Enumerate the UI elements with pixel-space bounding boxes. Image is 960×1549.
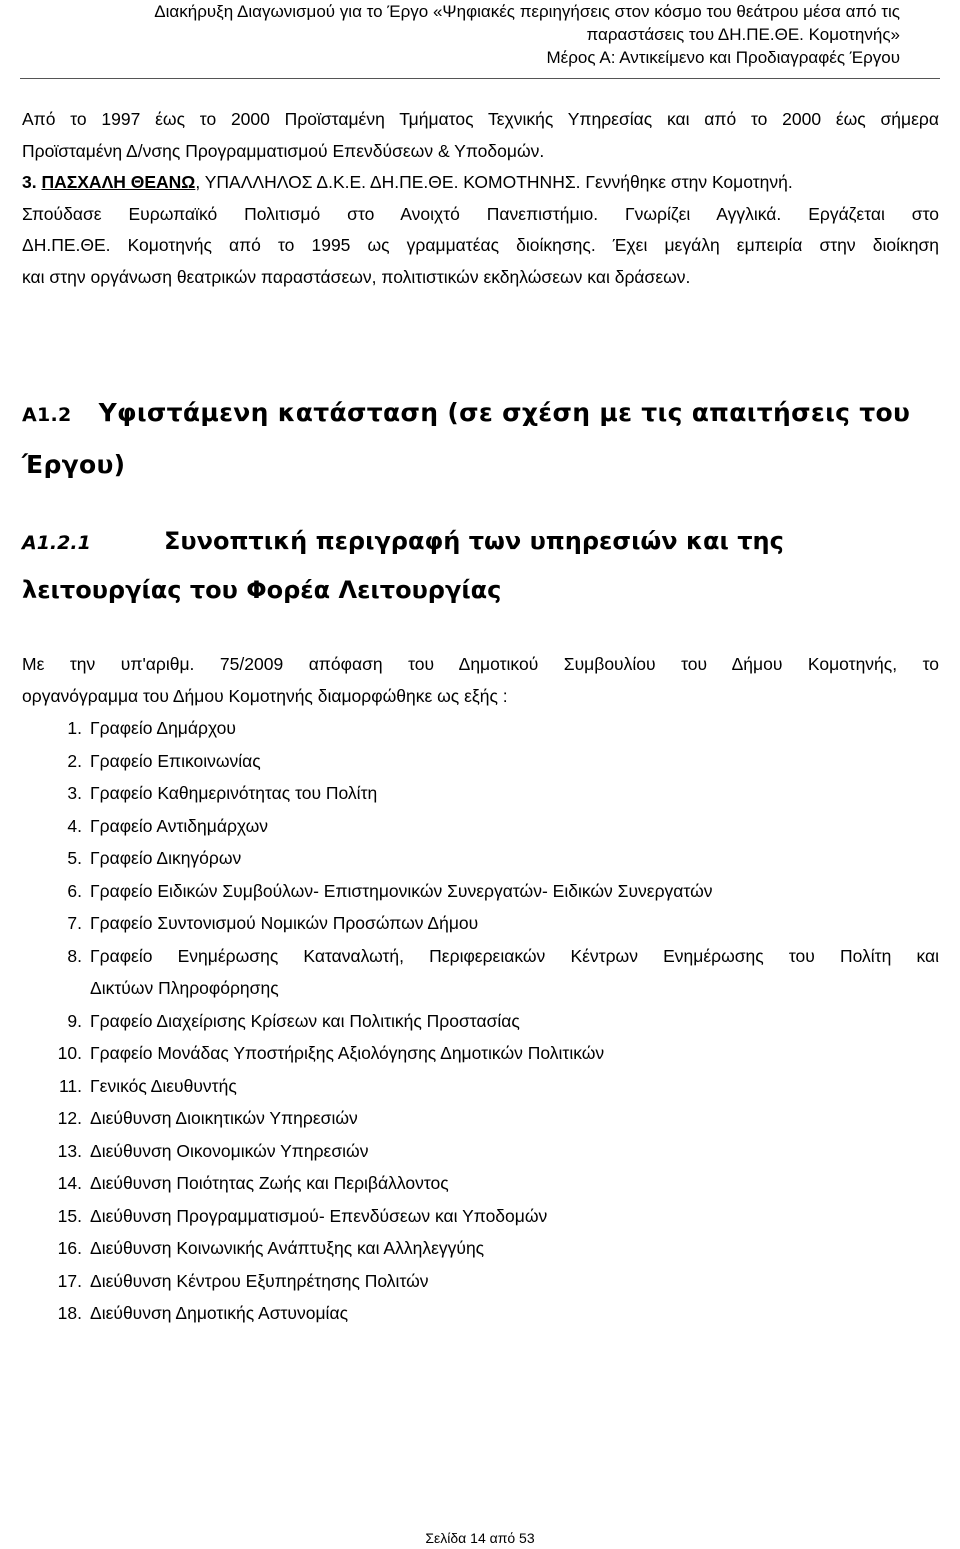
person-number: 3. <box>22 172 37 192</box>
organization-units-list <box>22 712 939 1330</box>
list-item-text: Διεύθυνση Οικονομικών Υπηρεσιών <box>90 1140 369 1161</box>
list-item <box>22 940 939 1005</box>
header-divider <box>20 78 940 79</box>
subsection-number: Α1.2.1 <box>22 532 91 554</box>
list-item-number: 2. <box>67 750 82 771</box>
list-item-text: Γραφείο Διαχείρισης Κρίσεων και Πολιτικής Προστασίας <box>90 1010 520 1031</box>
list-item-text: Διεύθυνση Δημοτικής Αστυνομίας <box>90 1303 348 1323</box>
intro-paragraph <box>22 648 939 712</box>
header-line-3: Μέρος Α: Αντικείμενο και Προδιαγραφές Έργου <box>546 48 900 67</box>
list-item-number: 1. <box>67 718 82 738</box>
list-item-number: 8. <box>67 945 82 966</box>
list-item <box>22 712 939 745</box>
section-title: Υφιστάμενη κατάσταση (σε σχέση με τις απαιτήσεις του Έργου) <box>22 398 911 479</box>
section-heading <box>22 388 942 490</box>
header-line-2: παραστάσεις του ΔΗ.ΠΕ.ΘΕ. Κομοτηνής» <box>586 25 900 44</box>
list-item-text: Διεύθυνση Κέντρου Εξυπηρέτησης Πολιτών <box>90 1270 429 1291</box>
list-item-number: 6. <box>67 880 82 901</box>
list-item-text: Γραφείο Δικηγόρων <box>90 848 242 868</box>
list-item-text: Διεύθυνση Κοινωνικής Ανάπτυξης και Αλληλεγγύης <box>90 1238 485 1258</box>
person-title: , ΥΠΑΛΛΗΛΟΣ Δ.Κ.Ε. ΔΗ.ΠΕ.ΘΕ. ΚΟΜΟΤΗΝΗΣ. Γεννήθηκε στην Κομοτηνή. <box>195 172 793 192</box>
list-item <box>22 1265 939 1298</box>
list-item-text: Διεύθυνση Διοικητικών Υπηρεσιών <box>90 1108 358 1128</box>
list-item-text: Διεύθυνση Ποιότητας Ζωής και Περιβάλλοντος <box>90 1173 449 1193</box>
header-line-1: Διακήρυξη Διαγωνισμού για το Έργο «Ψηφιακές περιηγήσεις στον κόσμο του θεάτρου μέσα από τις <box>154 2 900 21</box>
list-item-text: Γραφείο Ενημέρωσης Καταναλωτή, Περιφερειακών Κέντρων Ενημέρωσης του Πολίτη και <box>90 945 939 966</box>
list-item <box>22 745 939 778</box>
list-item-text: Γραφείο Καθημερινότητας του Πολίτη <box>90 783 378 803</box>
bio-line-3 <box>22 167 939 199</box>
list-item-number: 14. <box>57 1173 82 1193</box>
page-header <box>0 0 900 69</box>
list-item <box>22 1005 939 1038</box>
list-item-text: Γραφείο Συντονισμού Νομικών Προσώπων Δήμου <box>90 913 479 933</box>
list-item-number: 7. <box>67 913 82 933</box>
list-item-number: 4. <box>67 815 82 836</box>
list-item-text: Γραφείο Μονάδας Υποστήριξης Αξιολόγησης Δημοτικών Πολιτικών <box>90 1043 605 1063</box>
list-item-text-continued: Δικτύων Πληροφόρησης <box>90 978 279 998</box>
list-item-number: 15. <box>57 1205 82 1226</box>
subsection-heading <box>22 518 942 614</box>
list-item-number: 10. <box>57 1043 82 1063</box>
subsection-title: Συνοπτική περιγραφή των υπηρεσιών και της λειτουργίας του Φορέα Λειτουργίας <box>22 527 784 604</box>
list-item <box>22 907 939 940</box>
list-item <box>22 842 939 875</box>
list-item <box>22 1200 939 1233</box>
page-number: Σελίδα 14 από 53 <box>425 1530 535 1546</box>
list-item-text: Γραφείο Αντιδημάρχων <box>90 815 269 836</box>
list-item-text: Γραφείο Δημάρχου <box>90 718 236 738</box>
list-item-text: Γραφείο Επικοινωνίας <box>90 750 261 771</box>
bio-paragraph <box>22 104 939 293</box>
list-item-number: 16. <box>57 1238 82 1258</box>
bio-line-5: ΔΗ.ΠΕ.ΘΕ. Κομοτηνής από το 1995 ως γραμματέας διοίκησης. Έχει μεγάλη εμπειρία στην διοίκηση <box>22 235 939 255</box>
list-item-number: 17. <box>57 1270 82 1291</box>
list-item-number: 11. <box>58 1075 82 1096</box>
bio-line-2: Προϊσταμένη Δ/νσης Προγραμματισμού Επενδύσεων & Υποδομών. <box>22 140 545 161</box>
bio-line-1: Από το 1997 έως το 2000 Προϊσταμένη Τμήματος Τεχνικής Υπηρεσίας και από το 2000 έως σήμερα <box>22 109 939 129</box>
bio-line-6: και στην οργάνωση θεατρικών παραστάσεων, πολιτιστικών εκδηλώσεων και δράσεων. <box>22 266 691 287</box>
list-item-number: 18. <box>57 1303 82 1323</box>
bio-line-4: Σπούδασε Ευρωπαϊκό Πολιτισμό στο Ανοιχτό Πανεπιστήμιο. Γνωρίζει Αγγλικά. Εργάζεται στο <box>22 203 939 224</box>
list-item <box>22 1070 939 1103</box>
list-item-number: 5. <box>67 848 82 868</box>
list-item-number: 3. <box>67 783 82 803</box>
intro-line-2: οργανόγραμμα του Δήμου Κομοτηνής διαμορφώθηκε ως εξής : <box>22 686 508 706</box>
list-item <box>22 1037 939 1070</box>
list-item <box>22 1232 939 1265</box>
list-item-text: Διεύθυνση Προγραμματισμού- Επενδύσεων και Υποδομών <box>90 1205 548 1226</box>
list-item <box>22 1297 939 1330</box>
intro-line-1: Με την υπ'αριθμ. 75/2009 απόφαση του Δημοτικού Συμβουλίου του Δήμου Κομοτηνής, το <box>22 654 939 674</box>
list-item <box>22 810 939 843</box>
list-item <box>22 1167 939 1200</box>
list-item <box>22 1135 939 1168</box>
list-item-number: 12. <box>57 1108 82 1128</box>
list-item <box>22 1102 939 1135</box>
person-name: ΠΑΣΧΑΛΗ ΘΕΑΝΩ <box>41 172 196 192</box>
list-item <box>22 875 939 908</box>
section-number: Α1.2 <box>22 404 72 426</box>
list-item <box>22 777 939 810</box>
list-item-number: 9. <box>67 1010 82 1031</box>
list-item-number: 13. <box>57 1140 82 1161</box>
list-item-text: Γενικός Διευθυντής <box>90 1075 237 1096</box>
list-item-text: Γραφείο Ειδικών Συμβούλων- Επιστημονικών Συνεργατών- Ειδικών Συνεργατών <box>90 880 713 901</box>
